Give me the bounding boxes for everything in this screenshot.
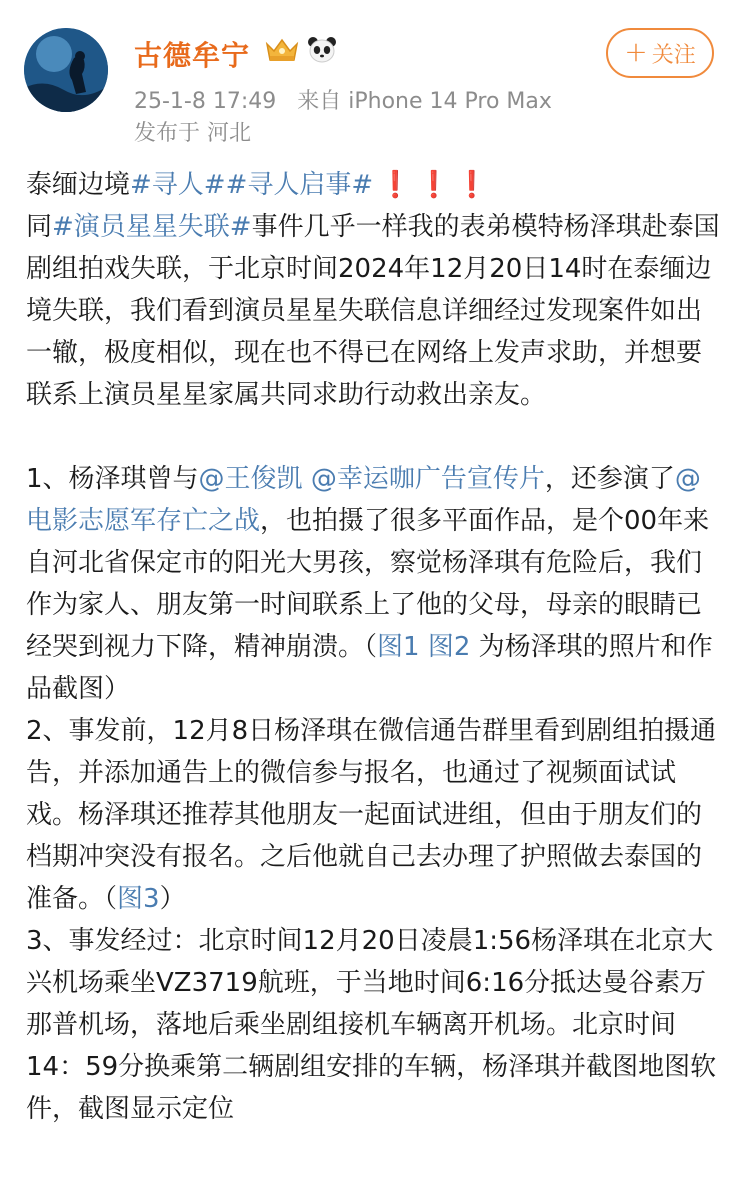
post-source: 来自 iPhone 14 Pro Max <box>297 89 552 114</box>
post-body <box>26 164 726 1130</box>
exclamation-icons: ❗❗❗ <box>379 170 495 200</box>
hashtag-link[interactable]: #寻人# <box>130 170 226 200</box>
user-badges <box>264 34 338 64</box>
mention-link[interactable]: @王俊凯 <box>198 464 303 494</box>
mention-link[interactable]: @电影志愿军存亡之战 <box>26 464 701 536</box>
hashtag-link[interactable]: #寻人启事# <box>225 170 374 200</box>
post-item-3: 3、事发经过：北京时间12月20日凌晨1:56杨泽琪在北京大兴机场乘坐VZ3719航班，于当地时间6:16分抵达曼谷素万那普机场，落地后乘坐剧组接机车辆离开机场。北京时间14：59分换乘第二辆剧组安排的车辆，杨泽琪并截图地图软件，截图显示定位 <box>26 926 717 1124</box>
plus-icon: + <box>624 35 648 68</box>
image-ref-link[interactable]: 图1 <box>377 632 420 662</box>
post-item-2: 2、事发前，12月8日杨泽琪在微信通告群里看到剧组拍摄通告，并添加通告上的微信参与报名，也通过了视频面试试戏。杨泽琪还推荐其他朋友一起面试进组，但由于朋友们的档期冲突没有报名。之后他就自己去办理了护照做去泰国的准备。（图3） <box>26 716 717 914</box>
avatar-image <box>24 28 108 112</box>
post-paragraph-1: 同#演员星星失联#事件几乎一样我的表弟模特杨泽琪赴泰国剧组拍戏失联，于北京时间2024年12月20日14时在泰缅边境失联，我们看到演员星星失联信息详细经过发现案件如出一辙，极度相似，现在也不得已在网络上发声求助，并想要联系上演员星星家属共同求助行动救出亲友。 <box>26 212 720 410</box>
post-date: 25-1-8 17:49 <box>134 89 277 114</box>
mention-link[interactable]: @幸运咖广告宣传片 <box>310 464 545 494</box>
user-name[interactable]: 古德牟宁 <box>134 39 251 72</box>
avatar[interactable] <box>24 28 108 112</box>
hashtag-link[interactable]: #演员星星失联# <box>52 212 252 242</box>
post-location: 发布于 河北 <box>134 121 251 146</box>
post-item-1: 1、杨泽琪曾与@王俊凯 @幸运咖广告宣传片，还参演了@电影志愿军存亡之战，也拍摄了很多平面作品，是个00年来自河北省保定市的阳光大男孩，察觉杨泽琪有危险后，我们作为家人、朋友第一时间联系上了他的父母，母亲的眼睛已经哭到视力下降，精神崩溃。（图1 图2 为杨泽琪的照片和作品截图） <box>26 464 713 704</box>
image-ref-link[interactable]: 图3 <box>117 884 160 914</box>
follow-button[interactable] <box>606 28 714 78</box>
crown-badge-icon <box>264 34 300 64</box>
post-meta <box>134 84 566 115</box>
panda-badge-icon <box>306 34 338 64</box>
paragraph-gap <box>26 416 726 458</box>
post-header <box>0 0 739 150</box>
follow-label: 关注 <box>651 42 696 68</box>
image-ref-link[interactable]: 图2 <box>427 632 471 662</box>
post-line-1: 泰缅边境#寻人##寻人启事# ❗❗❗ <box>26 170 495 200</box>
